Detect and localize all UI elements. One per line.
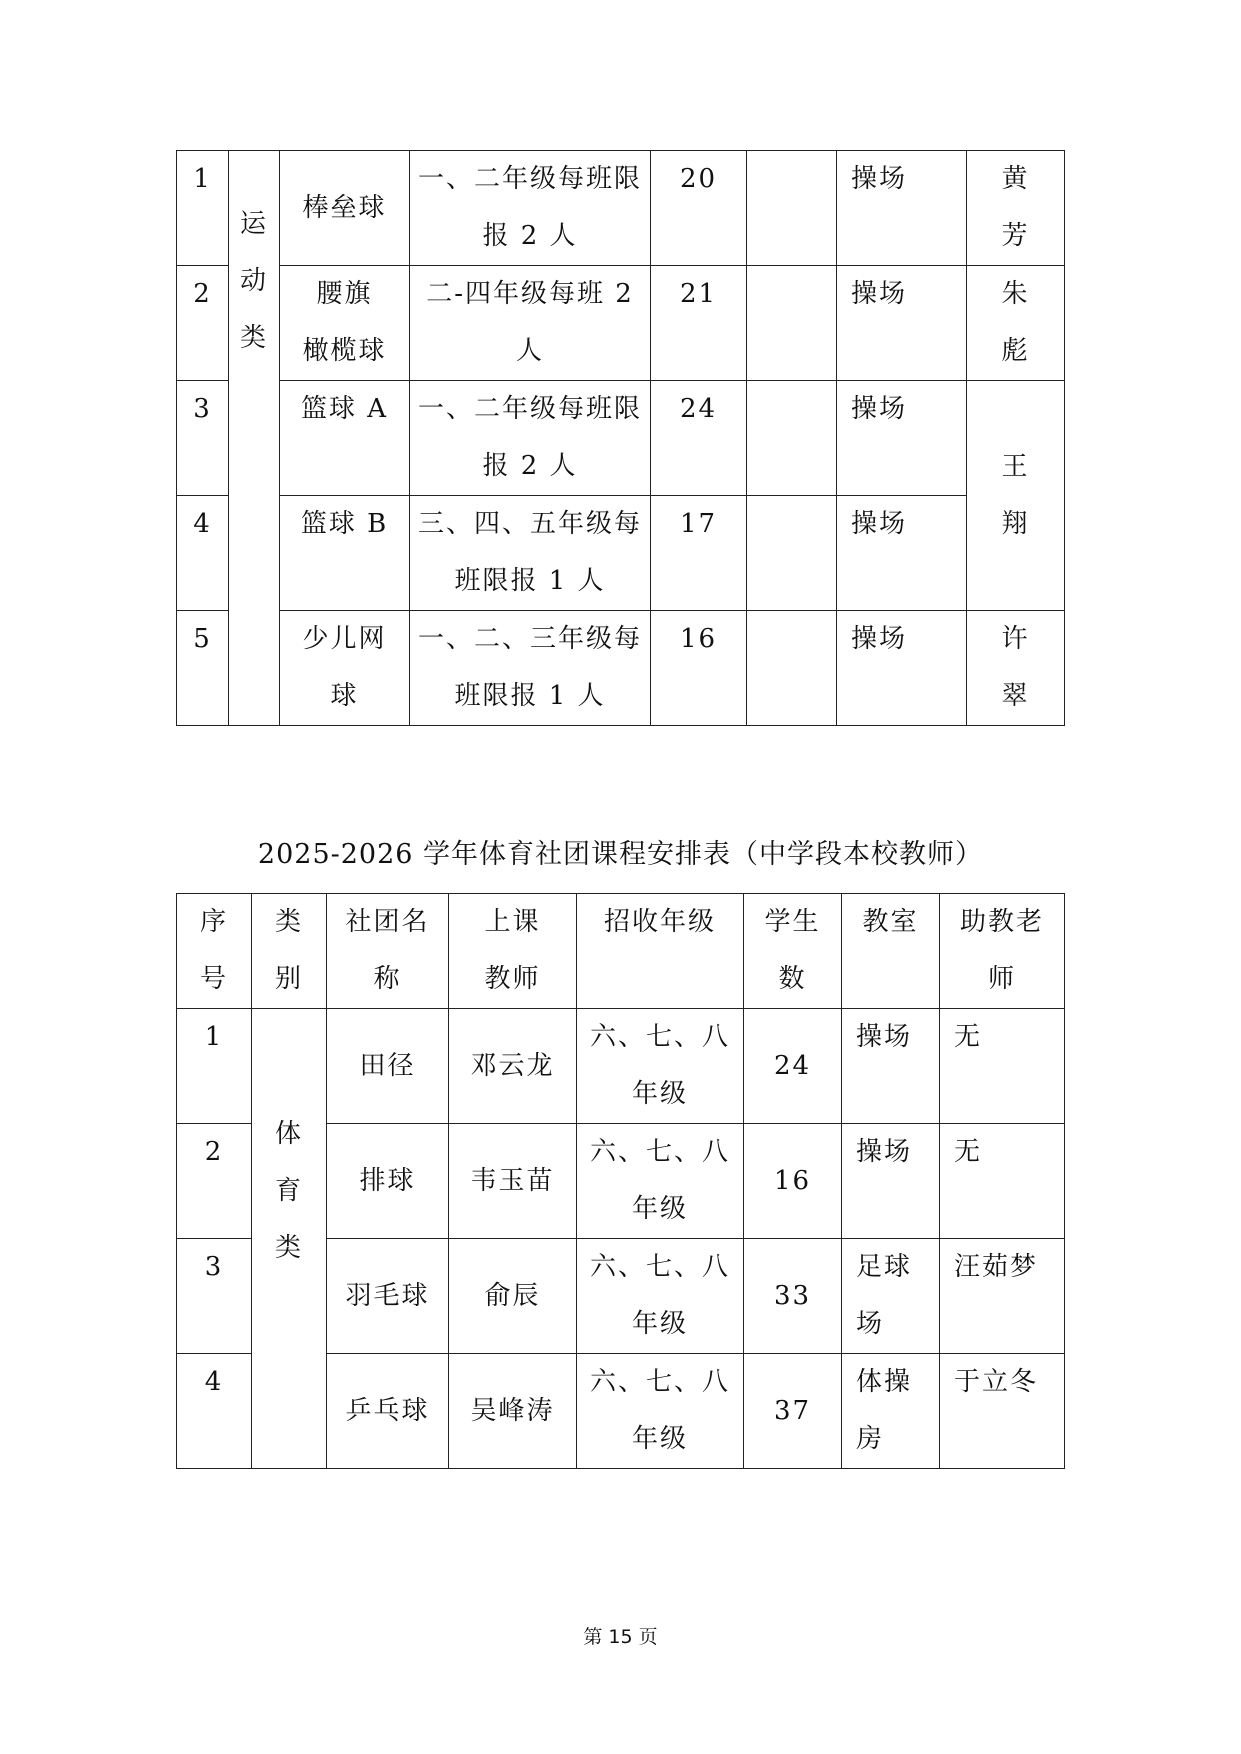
table-row [177, 611, 1065, 726]
teacher: 黄 芳 [967, 151, 1065, 266]
empty-cell [747, 381, 837, 496]
row-number: 5 [177, 611, 229, 726]
location: 操场 [837, 496, 967, 611]
club-name: 少儿网 球 [280, 611, 410, 726]
row-number: 1 [177, 1009, 252, 1124]
table-row [177, 381, 1065, 496]
assistant: 汪茹梦 [940, 1239, 1065, 1354]
row-number: 4 [177, 1354, 252, 1469]
grade: 六、七、八 年级 [577, 1354, 744, 1469]
grade: 六、七、八 年级 [577, 1124, 744, 1239]
assistant: 无 [940, 1009, 1065, 1124]
assistant: 于立冬 [940, 1354, 1065, 1469]
grade-limit: 二-四年级每班 2 人 [410, 266, 651, 381]
row-number: 4 [177, 496, 229, 611]
header-type: 类 别 [252, 894, 327, 1009]
grade-limit: 一、二年级每班限 报 2 人 [410, 381, 651, 496]
header-no: 序 号 [177, 894, 252, 1009]
club-name: 乒乓球 [327, 1354, 449, 1469]
header-club: 社团名 称 [327, 894, 449, 1009]
grade-limit: 三、四、五年级每 班限报 1 人 [410, 496, 651, 611]
row-number: 3 [177, 1239, 252, 1354]
location: 操场 [837, 151, 967, 266]
student-count: 24 [744, 1009, 842, 1124]
table-row [177, 496, 1065, 611]
row-number: 2 [177, 266, 229, 381]
header-teacher: 上课 教师 [449, 894, 577, 1009]
grade-limit: 一、二年级每班限 报 2 人 [410, 151, 651, 266]
category-cell: 运 动 类 [229, 151, 280, 726]
table-row [177, 151, 1065, 266]
header-room: 教室 [842, 894, 940, 1009]
empty-cell [747, 151, 837, 266]
teacher: 俞辰 [449, 1239, 577, 1354]
room: 操场 [842, 1124, 940, 1239]
category-cell: 体 育 类 [252, 1009, 327, 1469]
grade: 六、七、八 年级 [577, 1009, 744, 1124]
club-name: 腰旗 橄榄球 [280, 266, 410, 381]
sports-club-table-middle-school [176, 893, 1065, 1469]
page-prefix: 第 [583, 1626, 603, 1648]
empty-cell [747, 266, 837, 381]
student-count: 33 [744, 1239, 842, 1354]
empty-cell [747, 496, 837, 611]
location: 操场 [837, 611, 967, 726]
room: 足球 场 [842, 1239, 940, 1354]
header-row [177, 894, 1065, 1009]
header-grade: 招收年级 [577, 894, 744, 1009]
header-assistant: 助教老 师 [940, 894, 1065, 1009]
page-footer [0, 1622, 1241, 1649]
table-row [177, 1009, 1065, 1124]
page-number: 15 [608, 1626, 633, 1648]
club-name: 篮球 B [280, 496, 410, 611]
teacher: 韦玉苗 [449, 1124, 577, 1239]
student-count: 37 [744, 1354, 842, 1469]
location: 操场 [837, 266, 967, 381]
room: 体操 房 [842, 1354, 940, 1469]
teacher: 邓云龙 [449, 1009, 577, 1124]
club-name: 羽毛球 [327, 1239, 449, 1354]
student-count: 20 [651, 151, 747, 266]
teacher: 王 翔 [967, 381, 1065, 611]
row-number: 2 [177, 1124, 252, 1239]
table-row [177, 266, 1065, 381]
row-number: 1 [177, 151, 229, 266]
student-count: 17 [651, 496, 747, 611]
club-name: 排球 [327, 1124, 449, 1239]
grade: 六、七、八 年级 [577, 1239, 744, 1354]
table-title: 2025-2026 学年体育社团课程安排表（中学段本校教师） [257, 839, 984, 870]
location: 操场 [837, 381, 967, 496]
student-count: 24 [651, 381, 747, 496]
page-suffix: 页 [638, 1626, 658, 1648]
club-name: 田径 [327, 1009, 449, 1124]
teacher: 吴峰涛 [449, 1354, 577, 1469]
club-name: 篮球 A [280, 381, 410, 496]
teacher: 朱 彪 [967, 266, 1065, 381]
grade-limit: 一、二、三年级每 班限报 1 人 [410, 611, 651, 726]
teacher: 许 翠 [967, 611, 1065, 726]
student-count: 16 [744, 1124, 842, 1239]
student-count: 21 [651, 266, 747, 381]
header-students: 学生 数 [744, 894, 842, 1009]
room: 操场 [842, 1009, 940, 1124]
sports-club-table-primary [176, 150, 1065, 726]
student-count: 16 [651, 611, 747, 726]
empty-cell [747, 611, 837, 726]
club-name: 棒垒球 [280, 151, 410, 266]
assistant: 无 [940, 1124, 1065, 1239]
row-number: 3 [177, 381, 229, 496]
